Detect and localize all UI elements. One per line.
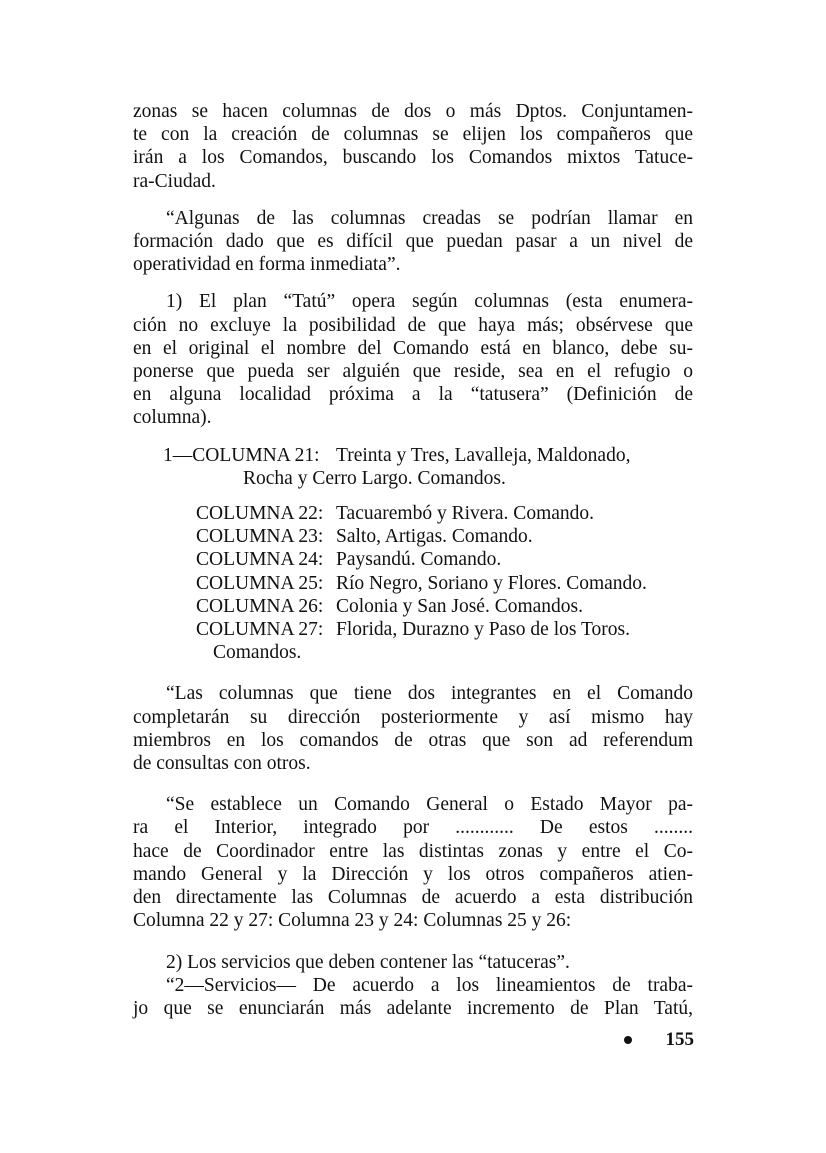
paragraph-3 [133,290,693,429]
column-list-first [133,444,693,490]
text-line: de consultas con otros. [133,753,311,775]
paragraph-4 [133,682,693,775]
column-text: Florida, Durazno y Paso de los Toros. [336,619,630,641]
column-entry [196,548,693,571]
column-label: COLUMNA 25: [196,572,324,594]
text-line: zonas se hacen columnas de dos o más Dptos. Conjuntamen- [133,101,693,122]
column-entry [196,595,693,618]
text-line: en alguna localidad próxima a la “tatusera” (Definición de [133,384,693,406]
text-line: hace de Coordinador entre las distintas zonas y entre el Co- [133,840,693,862]
text-line: “Algunas de las columnas creadas se podrían llamar en [166,207,693,229]
text-line: irán a los Comandos, buscando los Comandos mixtos Tatuce- [133,147,693,169]
column-label: COLUMNA 26: [196,595,324,617]
text-line: operatividad en forma inmediata”. [133,254,401,276]
column-entry [163,444,693,467]
column-list [133,502,693,664]
text-line: den directamente las Columnas de acuerdo a esta distribución [133,887,693,909]
column-entry [196,502,693,525]
paragraph-6 [133,951,693,974]
text-line: miembros en los comandos de otras que son ad referendum [133,729,693,751]
text-line: ponerse que pueda ser alguién que reside, sea en el refugio o [133,361,693,383]
text-line: jo que se enunciarán más adelante incremento de Plan Tatú, [133,997,693,1019]
column-label: COLUMNA 23: [196,526,324,548]
text-line: ción no excluye la posibilidad de que haya más; obsérvese que [133,314,693,336]
text-line: formación dado que es difícil que puedan pasar a un nivel de [133,231,693,253]
column-text: Río Negro, Soriano y Flores. Comando. [336,572,647,594]
column-label: 1—COLUMNA 21: [163,444,320,466]
page-footer [624,1029,694,1051]
column-text: Treinta y Tres, Lavalleja, Maldonado, [336,444,631,466]
text-line: “Las columnas que tiene dos integrantes en el Comando [166,683,693,705]
paragraph-5 [133,793,693,932]
text-line: 2) Los servicios que deben contener las “tatuceras”. [166,951,570,973]
text-line: completarán su dirección posteriormente y así mismo hay [133,706,693,728]
text-line: mando General y la Dirección y los otros compañeros atien- [133,863,693,885]
text-line: ra el Interior, integrado por ............ De estos ........ [133,817,693,839]
column-label: COLUMNA 24: [196,549,324,571]
text-line: en el original el nombre del Comando está en blanco, debe su- [133,337,693,359]
text-line: te con la creación de columnas se elijen los compañeros que [133,124,693,146]
column-entry [196,618,693,641]
page-number: 155 [665,1029,694,1050]
column-entry [196,525,693,548]
column-tail: Comandos. [213,642,302,664]
column-continuation: Rocha y Cerro Largo. Comandos. [243,467,506,489]
document-page [133,100,693,1020]
paragraph-2 [133,207,693,277]
text-line: “2—Servicios— De acuerdo a los lineamientos de traba- [166,974,693,996]
text-line: Columna 22 y 27: Columna 23 y 24: Columnas 25 y 26: [133,910,572,932]
column-text: Colonia y San José. Comandos. [336,595,583,617]
text-line: 1) El plan “Tatú” opera según columnas (esta enumera- [166,291,693,313]
paragraph-7 [133,974,693,1020]
text-line: ra-Ciudad. [133,170,216,192]
column-label: COLUMNA 27: [196,619,324,641]
column-text: Paysandú. Comando. [336,549,502,571]
bullet-icon [624,1036,632,1044]
column-entry [196,572,693,595]
column-text: Salto, Artigas. Comando. [336,526,533,548]
text-line: “Se establece un Comando General o Estado Mayor pa- [166,794,693,816]
column-text: Tacuarembó y Rivera. Comando. [336,503,595,525]
column-label: COLUMNA 22: [196,503,324,525]
text-line: columna). [133,407,212,429]
paragraph-1 [133,100,693,193]
